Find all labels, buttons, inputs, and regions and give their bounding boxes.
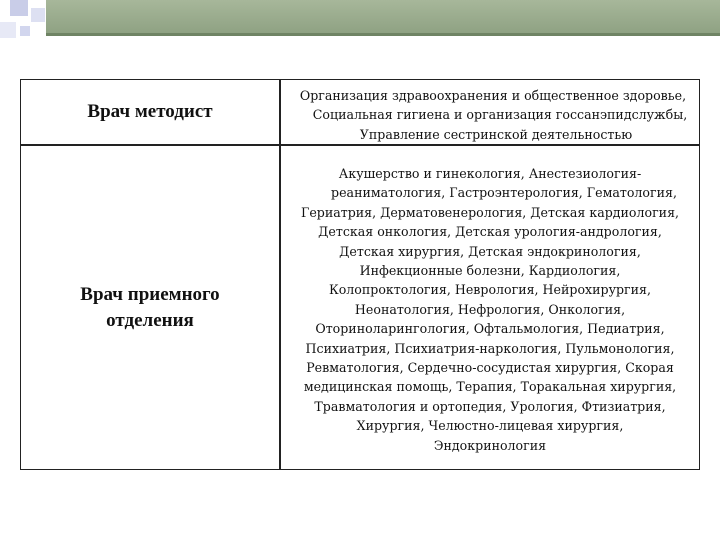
slide-header-decoration [0,0,720,44]
decor-square [0,22,16,38]
specialty-line: Травматология и ортопедия, Урология, Фтизиатрия, [314,398,666,414]
decor-square [10,0,28,16]
specialty-line: Эндокринология [433,437,547,453]
specialties-cell [283,80,697,150]
header-band [46,0,720,33]
specialty-line: Колопроктология, Неврология, Нейрохирургия, [328,282,652,298]
header-band-line [46,33,720,36]
specialty-line: Инфекционные болезни, Кардиология, [359,263,621,279]
specialty-line: Управление сестринской деятельностью [359,126,633,142]
specialty-line: реаниматология, Гастроэнтерология, Гематология, [331,185,677,201]
column-divider [279,80,281,469]
specialty-line: медицинская помощь, Терапия, Торакальная хирургия, [303,379,677,395]
specialty-line: Детская хирургия, Детская эндокринология, [339,243,641,259]
specialties-table [20,79,700,470]
role-label: Врач приемного отделения [80,283,220,331]
specialty-line: Детская онкология, Детская урология-андрология, [318,224,662,240]
role-label: Врач методист [87,101,213,122]
specialty-line: Гериатрия, Дерматовенерология, Детская кардиология, [300,204,680,220]
table-row [21,146,699,469]
specialty-line: Хирургия, Челюстно-лицевая хирургия, [356,418,624,434]
specialty-line: Акушерство и гинекология, Анестезиология- [338,166,642,181]
specialty-line: Неонатология, Нефрология, Онкология, [354,301,626,317]
role-cell [21,80,279,144]
specialty-line: Психиатрия, Психиатрия-наркология, Пульмонология, [305,340,675,356]
specialties-cell [283,146,697,487]
table-row [21,80,699,146]
decor-square [31,8,45,22]
specialty-line: Ревматология, Сердечно-сосудистая хирургия, Скорая [306,360,674,376]
specialty-line: Оториноларингология, Офтальмология, Педиатрия, [315,321,665,337]
decor-square [20,26,30,36]
specialty-line: Социальная гигиена и организация госсанэпидслужбы, [312,107,688,123]
role-cell [21,146,279,469]
specialty-line: Организация здравоохранения и общественное здоровье, [299,88,687,103]
